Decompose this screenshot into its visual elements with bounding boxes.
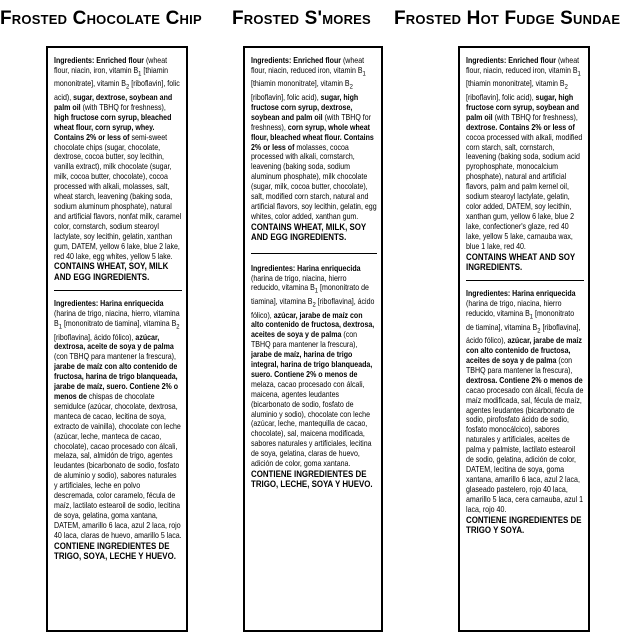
ingredient-text: (con TBHQ para mantener la frescura),	[466, 356, 573, 375]
bold-ingredient-text: jarabe de maíz con alto contenido de fructosa, harina de trigo blanqueada, jarabe de maíz, suero.	[54, 362, 178, 392]
bold-ingredient-text: Contains 2% or less of	[54, 132, 130, 142]
language-divider	[466, 280, 584, 281]
bold-ingredient-text: Contiene 2% o menos de	[54, 382, 179, 402]
vitamin-subscript: 1	[529, 313, 534, 321]
vitamin-subscript: 1	[138, 70, 142, 78]
spanish-ingredients-text	[54, 299, 182, 540]
bold-ingredient-text: sugar, high fructose corn syrup, soybean and palm oil	[466, 93, 580, 122]
bold-ingredient-text: Ingredientes: Harina enriquecida	[54, 299, 164, 309]
vitamin-subscript: 2	[312, 301, 316, 309]
vitamin-subscript: 2	[126, 84, 130, 92]
ingredient-text: (harina de trigo, niacina, hierro, vitamina B	[54, 309, 180, 329]
english-ingredients-block	[466, 56, 584, 535]
ingredients-panel-chocolate-chip	[46, 46, 188, 632]
english-allergen-statement: CONTAINS WHEAT AND SOY INGREDIENTS.	[466, 251, 576, 272]
english-allergen-statement: CONTAINS WHEAT, SOY, MILK AND EGG INGREDIENTS.	[54, 261, 169, 282]
ingredient-text: (harina de trigo, niacina, hierro reducido, vitamina B	[251, 273, 347, 293]
vitamin-subscript: 2	[176, 323, 180, 331]
ingredient-text: (wheat flour, niacin, reduced iron, vitamin B	[466, 56, 580, 75]
bold-ingredient-text: Ingredients: Enriched flour	[54, 56, 144, 65]
bold-ingredient-text: Ingredientes: Harina enriquecida	[251, 263, 361, 273]
ingredient-text: (with TBHQ for freshness),	[492, 112, 578, 122]
ingredient-text: [riboflavin], folic acid),	[251, 93, 321, 102]
ingredient-text: [mononitrato de tiamina], vitamina B	[251, 283, 369, 306]
ingredient-text: melaza, cacao procesado con álcali, maicena, agentes leudantes (bicarbonato de sodio, fosfato de aluminio y sodio), chocolate con leche (azúcar, leche, mantequilla de cacao, chocolate), sal, maicena modificada, sabores naturales y artificiales, lecitina de soya, gelatina, claras de huevo, adición de color, goma xantana.	[251, 379, 372, 469]
bold-ingredient-text: high fructose corn syrup, bleached wheat flour, corn syrup, whey.	[54, 112, 172, 132]
bold-ingredient-text: azúcar, dextrosa, aceite de soya y de palma	[54, 332, 174, 352]
spanish-allergen-statement: CONTIENE INGREDIENTES DE TRIGO, LECHE, SOYA Y HUEVO.	[251, 469, 373, 490]
english-ingredients-block	[54, 56, 182, 561]
spanish-ingredients-text	[466, 289, 584, 514]
vitamin-subscript: 2	[537, 327, 541, 335]
ingredient-text: (harina de trigo, niacina, hierro reducido, vitamina B	[466, 299, 562, 319]
english-ingredients-text	[251, 56, 377, 222]
ingredient-text: [riboflavin], folic acid),	[466, 93, 536, 102]
ingredient-text: (con TBHQ para mantener la frescura),	[251, 330, 358, 350]
ingredient-text: [mononitrato de tiamina], vitamina B	[466, 309, 575, 332]
product-title-smores: Frosted S'mores	[232, 8, 371, 29]
bold-ingredient-text: dextrosa.	[466, 375, 498, 385]
bold-ingredient-text: jarabe de maíz, harina de trigo integral, harina de trigo blanqueada, suero.	[251, 350, 373, 379]
bold-ingredient-text: corn syrup, whole wheat flour, bleached wheat flour.	[251, 122, 370, 142]
product-title-hot-fudge-sundae: Frosted Hot Fudge Sundae	[394, 8, 621, 29]
ingredient-text: (con TBHQ para mantener la frescura),	[54, 352, 176, 362]
vitamin-subscript: 1	[314, 288, 319, 296]
english-ingredients-text	[54, 56, 182, 261]
spanish-ingredients-text	[251, 264, 377, 469]
english-allergen-statement: CONTAINS WHEAT, MILK, SOY AND EGG INGREDIENTS.	[251, 221, 367, 243]
ingredient-text: molasses, cocoa processed with alkali, cornstarch, leavening (baking soda, sodium aluminum phosphate), milk chocolate (sugar, milk, cocoa butter, chocolate), salt, modified corn starch, natural and artificial flavors, soy lecithin, gelatin, egg whites, color added, xanthan gum.	[251, 142, 377, 221]
ingredient-text: chispas de chocolate semidulce (azúcar, chocolate, dextrosa, manteca de cacao, lecitina de soya, extracto de vainilla), chocolate con leche (azúcar, leche, manteca de cacao, chocolate), cacao procesado con álcali, melaza, sal, almidón de trigo, agentes leudantes (bicarbonato de sodio, fosfato de aluminio y sodio), sabores naturales y artificiales, leche en polvo descremada, color caramelo, fécula de maíz, lactilato estearoil de sodio, lecitina de soya, gelatina, goma xantana, DATEM, amarillo 6 laca, azul 2 laca, rojo 40 laca, claras de huevo, amarillo 5 laca.	[54, 392, 182, 540]
bold-ingredient-text: sugar, high fructose corn syrup, dextrose, soybean and palm oil	[251, 93, 359, 122]
ingredient-text: (with TBHQ for freshness),	[80, 102, 166, 112]
ingredient-text: [riboflavin], folic acid),	[54, 79, 180, 102]
bold-ingredient-text: azúcar, jarabe de maíz con alto contenido de fructosa, aceites de soya y de palma	[466, 336, 582, 366]
ingredient-text: [riboflavina], ácido fólico),	[54, 332, 136, 342]
ingredient-text: cacao procesado con álcali, fécula de maíz modificada, sal, fécula de maíz, agentes leudantes (bicarbonato de sodio, pirofosfato ácido de sodio, fosfato monocálcico), sabores naturales y artificiales, aceites de palma y palmiste, lactilato estearoil de sodio, gelatina, adición de color, DATEM, lecitina de soya, goma xantana, amarillo 6 laca, azul 2 laca, glaseado pastelero, rojo 40 laca, amarillo 5 laca, cera carnauba, azul 1 laca, rojo 40.	[466, 385, 584, 514]
ingredient-text: cocoa processed with alkali, modified corn starch, salt, cornstarch, leavening (baking soda, sodium acid pyrophosphate, monocalcium phosphate), natural and artificial flavors, palm and palm kernel oil, sodium stearoyl lactylate, gelatin, color added, DATEM, soy lecithin, xanthan gum, yellow 6 lake, blue 2 lake, confectioner's glaze, red 40 lake, yellow 5 lake, carnauba wax, blue 1 lake, red 40.	[466, 132, 583, 251]
bold-ingredient-text: Contiene 2% o menos de	[499, 375, 583, 385]
bold-ingredient-text: dextrose.	[466, 122, 498, 132]
ingredient-text: (with TBHQ for freshness),	[251, 112, 371, 132]
ingredient-text: [thiamin mononitrate], vitamin B	[54, 65, 169, 89]
bold-ingredient-text: Ingredientes: Harina enriquecida	[466, 289, 576, 299]
ingredient-text: [mononitrato de tiamina], vitamina B	[61, 319, 177, 329]
english-ingredients-block	[251, 56, 377, 490]
ingredient-text: (wheat flour, niacin, iron, vitamin B	[54, 56, 168, 75]
product-title-chocolate-chip: Frosted Chocolate Chip	[0, 8, 202, 29]
vitamin-subscript: 2	[349, 84, 353, 92]
vitamin-subscript: 1	[58, 323, 62, 331]
bold-ingredient-text: Contiene 2% o menos de	[274, 369, 358, 379]
english-ingredients-text	[466, 56, 584, 252]
vitamin-subscript: 1	[577, 70, 581, 78]
bold-ingredient-text: Contains 2% or less of	[499, 122, 575, 132]
vitamin-subscript: 2	[564, 84, 568, 92]
bold-ingredient-text: Contains 2% or less of	[251, 132, 374, 152]
ingredients-panel-smores	[243, 46, 383, 632]
ingredient-text: (wheat flour, niacin, reduced iron, vitamin B	[251, 56, 365, 75]
bold-ingredient-text: Ingredients: Enriched flour	[251, 56, 341, 65]
vitamin-subscript: 1	[362, 70, 366, 78]
language-divider	[54, 290, 182, 291]
ingredients-panel-hot-fudge-sundae	[458, 46, 590, 632]
ingredient-text: [riboflavina], ácido fólico),	[251, 296, 375, 320]
spanish-allergen-statement: CONTIENE INGREDIENTES DE TRIGO, SOYA, LECHE Y HUEVO.	[54, 540, 176, 562]
language-divider	[251, 253, 377, 254]
ingredient-text: [thiamin mononitrate], vitamin B	[251, 79, 350, 89]
bold-ingredient-text: Ingredients: Enriched flour	[466, 56, 556, 65]
spanish-allergen-statement: CONTIENE INGREDIENTES DE TRIGO Y SOYA.	[466, 514, 582, 535]
ingredient-text: [riboflavina], ácido fólico),	[466, 322, 581, 346]
bold-ingredient-text: sugar, dextrose, soybean and palm oil	[54, 93, 173, 112]
ingredient-text: semi-sweet chocolate chips (sugar, chocolate, dextrose, cocoa butter, soy lecithin, vanilla extract), milk chocolate (sugar, milk, cocoa butter, chocolate), cocoa processed with alkali, molasses, salt, wheat starch, leavening (baking soda, sodium aluminum phosphate), natural and artificial flavors, nonfat milk, caramel color, cornstarch, sodium stearoyl lactylate, soy lecithin, gelatin, xanthan gum, DATEM, yellow 6 lake, blue 2 lake, red 40 lake, egg whites, yellow 5 lake.	[54, 132, 182, 261]
bold-ingredient-text: azúcar, jarabe de maíz con alto contenido de fructosa, dextrosa, aceites de soya y de palma	[251, 310, 375, 340]
ingredient-text: [thiamin mononitrate], vitamin B	[466, 79, 565, 89]
